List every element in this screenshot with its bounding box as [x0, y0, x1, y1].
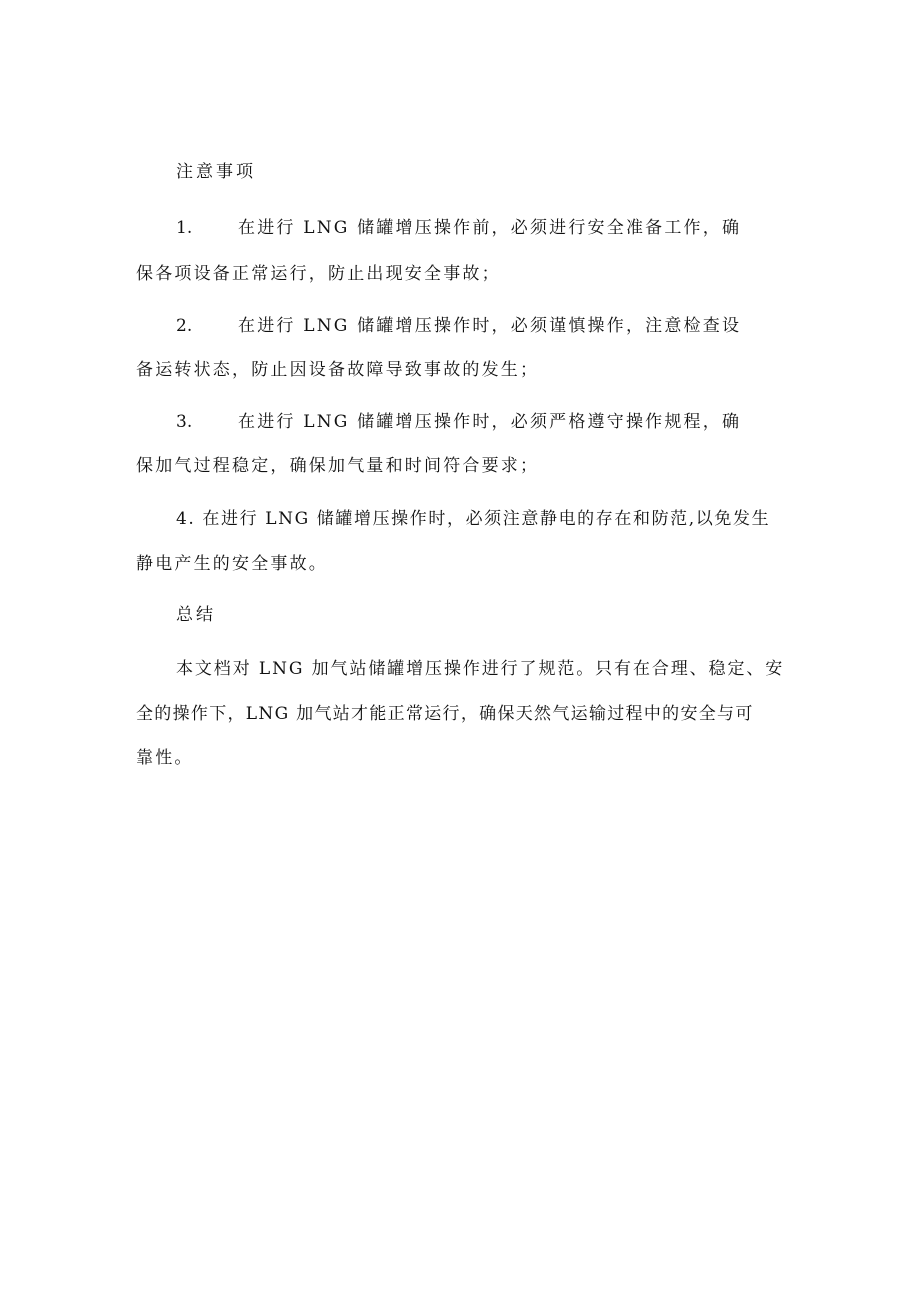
item-1-number: 1. — [176, 218, 193, 238]
item-4-line-1: 4. 在进行 LNG 储罐增压操作时，必须注意静电的存在和防范,以免发生 — [176, 509, 771, 529]
summary-line-2: 全的操作下，LNG 加气站才能正常运行，确保天然气运输过程中的安全与可 — [136, 704, 754, 724]
item-1-line-1: 在进行 LNG 储罐增压操作前，必须进行安全准备工作，确 — [238, 218, 742, 238]
summary-heading: 总结 — [176, 605, 216, 625]
item-3-number: 3. — [176, 412, 193, 432]
item-1-line-2: 保各项设备正常运行，防止出现安全事故； — [136, 264, 501, 284]
item-2-line-2: 备运转状态，防止因设备故障导致事故的发生； — [136, 360, 540, 380]
summary-line-1: 本文档对 LNG 加气站储罐增压操作进行了规范。只有在合理、稳定、安 — [176, 659, 785, 679]
item-4-line-2: 静电产生的安全事故。 — [136, 554, 328, 574]
summary-line-3: 靠性。 — [136, 748, 194, 768]
item-2-line-1: 在进行 LNG 储罐增压操作时，必须谨慎操作，注意检查设 — [238, 316, 742, 336]
item-3-line-1: 在进行 LNG 储罐增压操作时，必须严格遵守操作规程，确 — [238, 412, 742, 432]
item-3-line-2: 保加气过程稳定，确保加气量和时间符合要求； — [136, 456, 540, 476]
item-2-number: 2. — [176, 316, 193, 336]
notes-heading: 注意事项 — [176, 162, 256, 182]
